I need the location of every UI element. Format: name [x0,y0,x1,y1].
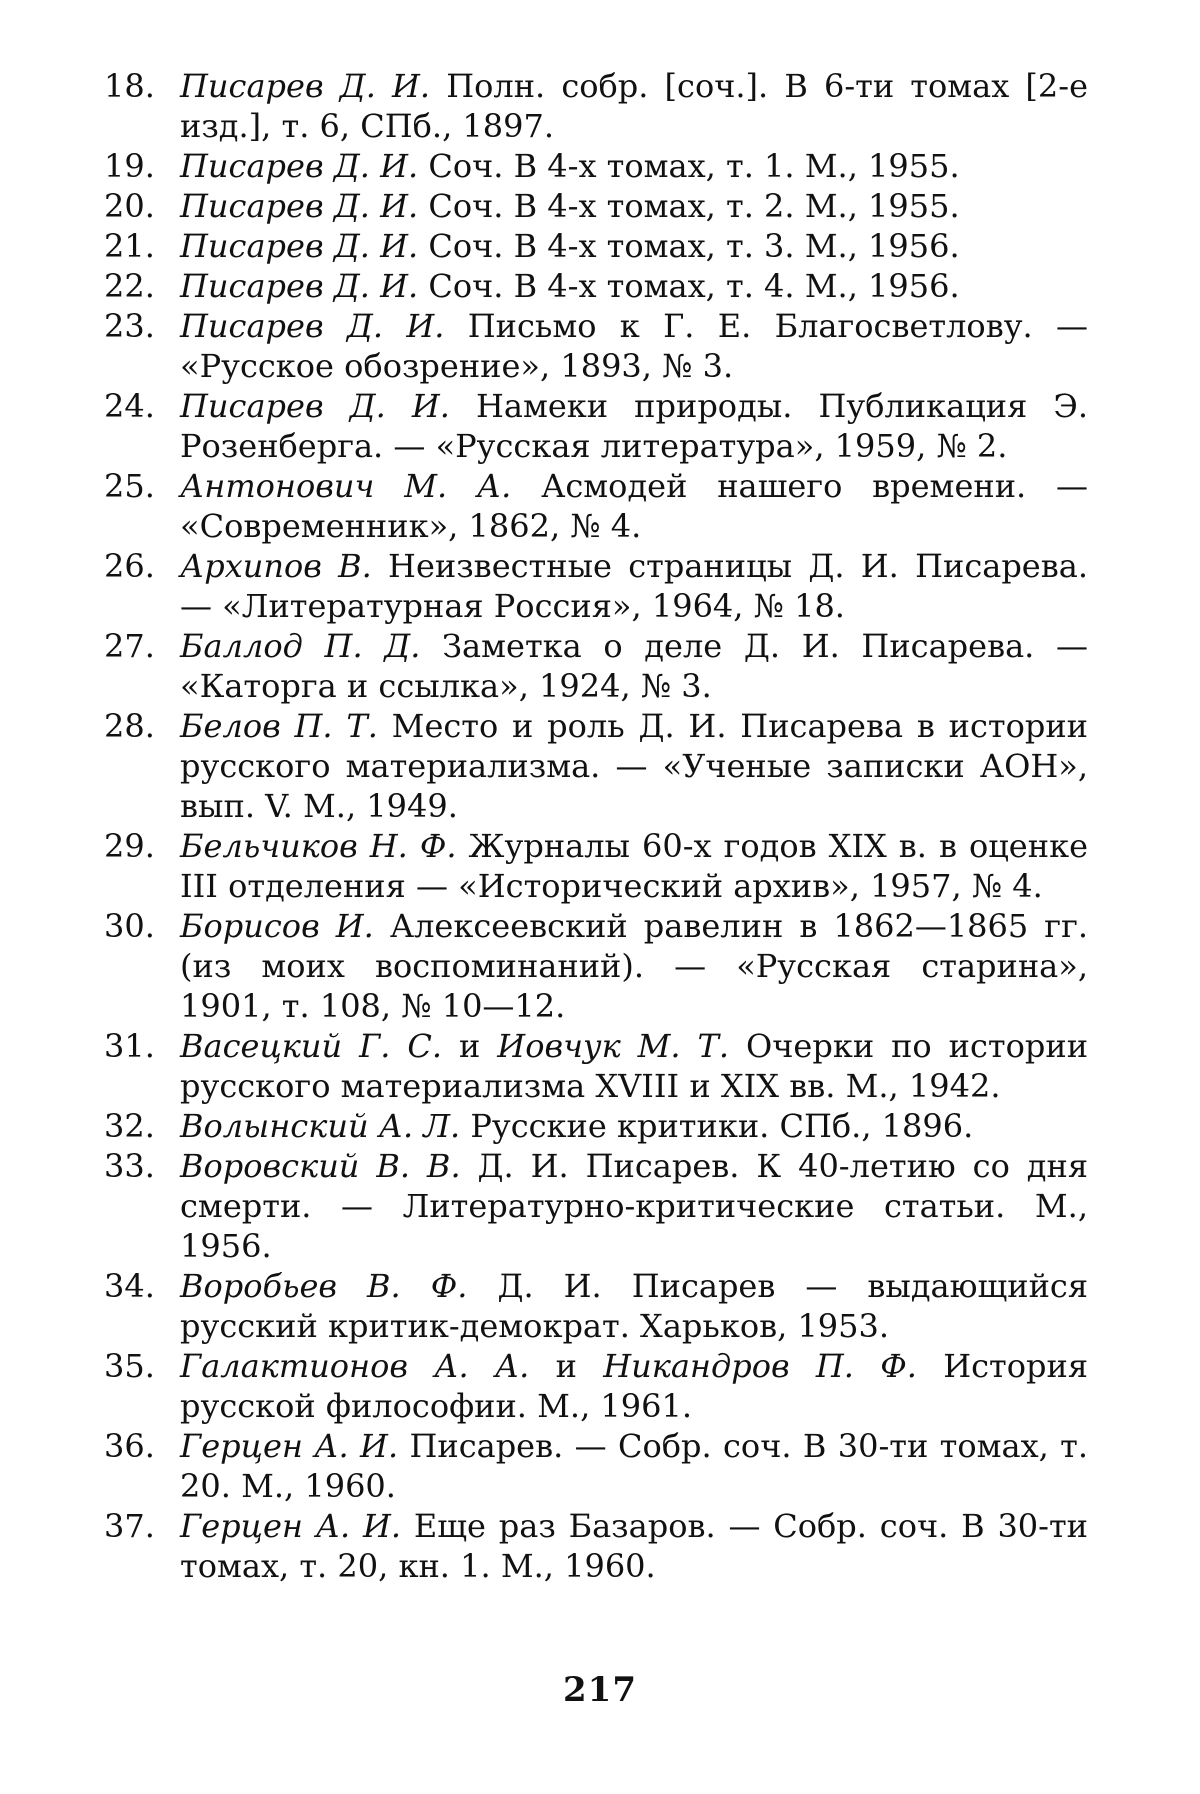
bib-entry [104,186,1088,226]
entry-text: Алексеевский равелин в 1862—1865 гг. (из моих воспоминаний). — «Русская старина», 1901, т. 108, № 10—12. [180,907,1089,1025]
entry-author: Баллод П. Д. [180,627,421,665]
entry-author: Писарев Д. И. [180,67,431,105]
bib-entry [104,1426,1088,1506]
entry-number: 26. [104,547,155,585]
entry-number: 31. [104,1027,155,1065]
bib-entry [104,66,1088,146]
bib-entry [104,1106,1088,1146]
entry-author: Герцен А. И. [180,1507,402,1545]
entry-text: История русской философии. М., 1961. [180,1347,1089,1425]
entry-author: Антонович М. А. [180,467,512,505]
entry-text: Письмо к Г. Е. Благосветлову. — «Русское обозрение», 1893, № 3. [180,307,1089,385]
entry-author: Белов П. Т. [180,707,378,745]
entry-number: 18. [104,67,155,105]
entry-number: 22. [104,267,155,305]
entry-number: 29. [104,827,155,865]
entry-number: 25. [104,467,155,505]
entry-author: Писарев Д. И. [180,307,445,345]
entry-text: Неизвестные страницы Д. И. Писарева. — «Литературная Россия», 1964, № 18. [180,547,1089,625]
entry-number: 37. [104,1507,155,1545]
entry-conjunction: и [442,1027,498,1065]
entry-author: Воровский В. В. [180,1147,461,1185]
page-number: 217 [563,1670,637,1710]
entry-author: Волынский А. Л. [180,1107,461,1145]
bib-entry [104,1026,1088,1106]
bibliography-page [104,66,1088,1586]
entry-text: Намеки природы. Публикация Э. Розенберга. — «Русская литература», 1959, № 2. [180,387,1089,465]
entry-author: Писарев Д. И. [180,187,419,225]
entry-text: Асмодей нашего времени. — «Современник», 1862, № 4. [180,467,1089,545]
entry-author: Воробьев В. Ф. [180,1267,468,1305]
entry-text: Еще раз Базаров. — Собр. соч. В 30-ти томах, т. 20, кн. 1. М., 1960. [180,1507,1089,1585]
entry-text: Полн. собр. [соч.]. В 6-ти томах [2-е изд.], т. 6, СПб., 1897. [180,67,1089,145]
entry-number: 32. [104,1107,155,1145]
entry-author: Архипов В. [180,547,372,585]
bib-entry [104,626,1088,706]
entry-author: Писарев Д. И. [180,267,419,305]
entry-text: Соч. В 4-х томах, т. 4. М., 1956. [418,267,960,305]
entry-author: Борисов И. [180,907,374,945]
bib-entry [104,226,1088,266]
entry-number: 20. [104,187,155,225]
entry-number: 30. [104,907,155,945]
entry-coauthor: Никандров П. Ф. [603,1347,917,1385]
entry-text: Писарев. — Собр. соч. В 30-ти томах, т. 20. М., 1960. [180,1427,1089,1505]
entry-number: 19. [104,147,155,185]
entry-author: Писарев Д. И. [180,387,450,425]
entry-author: Герцен А. И. [180,1427,399,1465]
bib-entry [104,906,1088,1026]
entry-text: Д. И. Писарев. К 40-летию со дня смерти. — Литературно-критические статьи. М., 1956. [180,1147,1089,1265]
entry-number: 28. [104,707,155,745]
bib-entry [104,1346,1088,1426]
entry-author: Галактионов А. А. [180,1347,530,1385]
entry-coauthor: Иовчук М. Т. [497,1027,730,1065]
entry-text: Заметка о деле Д. И. Писарева. — «Каторга и ссылка», 1924, № 3. [180,627,1089,705]
bib-entry [104,146,1088,186]
entry-number: 21. [104,227,155,265]
bib-entry [104,1506,1088,1586]
entry-author: Васецкий Г. С. [180,1027,443,1065]
entry-text: Соч. В 4-х томах, т. 1. М., 1955. [418,147,960,185]
entry-number: 23. [104,307,155,345]
bib-entry [104,466,1088,546]
entry-text: Журналы 60-х годов XIX в. в оценке III отделения — «Исторический архив», 1957, № 4. [180,827,1089,905]
bib-entry [104,266,1088,306]
bib-entry [104,826,1088,906]
entry-text: Очерки по истории русского материализма XVIII и XIX вв. М., 1942. [180,1027,1089,1105]
bibliography-list [104,66,1088,1586]
entry-number: 34. [104,1267,155,1305]
entry-text: Русские критики. СПб., 1896. [460,1107,974,1145]
bib-entry [104,1266,1088,1346]
bib-entry [104,546,1088,626]
entry-text: Д. И. Писарев — выдающийся русский критик-демократ. Харьков, 1953. [180,1267,1089,1345]
entry-conjunction: и [529,1347,604,1385]
entry-text: Соч. В 4-х томах, т. 3. М., 1956. [418,227,960,265]
entry-author: Бельчиков Н. Ф. [180,827,457,865]
entry-author: Писарев Д. И. [180,147,419,185]
entry-number: 24. [104,387,155,425]
bib-entry [104,706,1088,826]
bib-entry [104,1146,1088,1266]
entry-number: 35. [104,1347,155,1385]
entry-number: 36. [104,1427,155,1465]
entry-number: 33. [104,1147,155,1185]
bib-entry [104,306,1088,386]
entry-author: Писарев Д. И. [180,227,419,265]
entry-number: 27. [104,627,155,665]
entry-text: Соч. В 4-х томах, т. 2. М., 1955. [418,187,960,225]
bib-entry [104,386,1088,466]
entry-text: Место и роль Д. И. Писарева в истории русского материализма. — «Ученые записки АОН», вып. V. М., 1949. [180,707,1089,825]
